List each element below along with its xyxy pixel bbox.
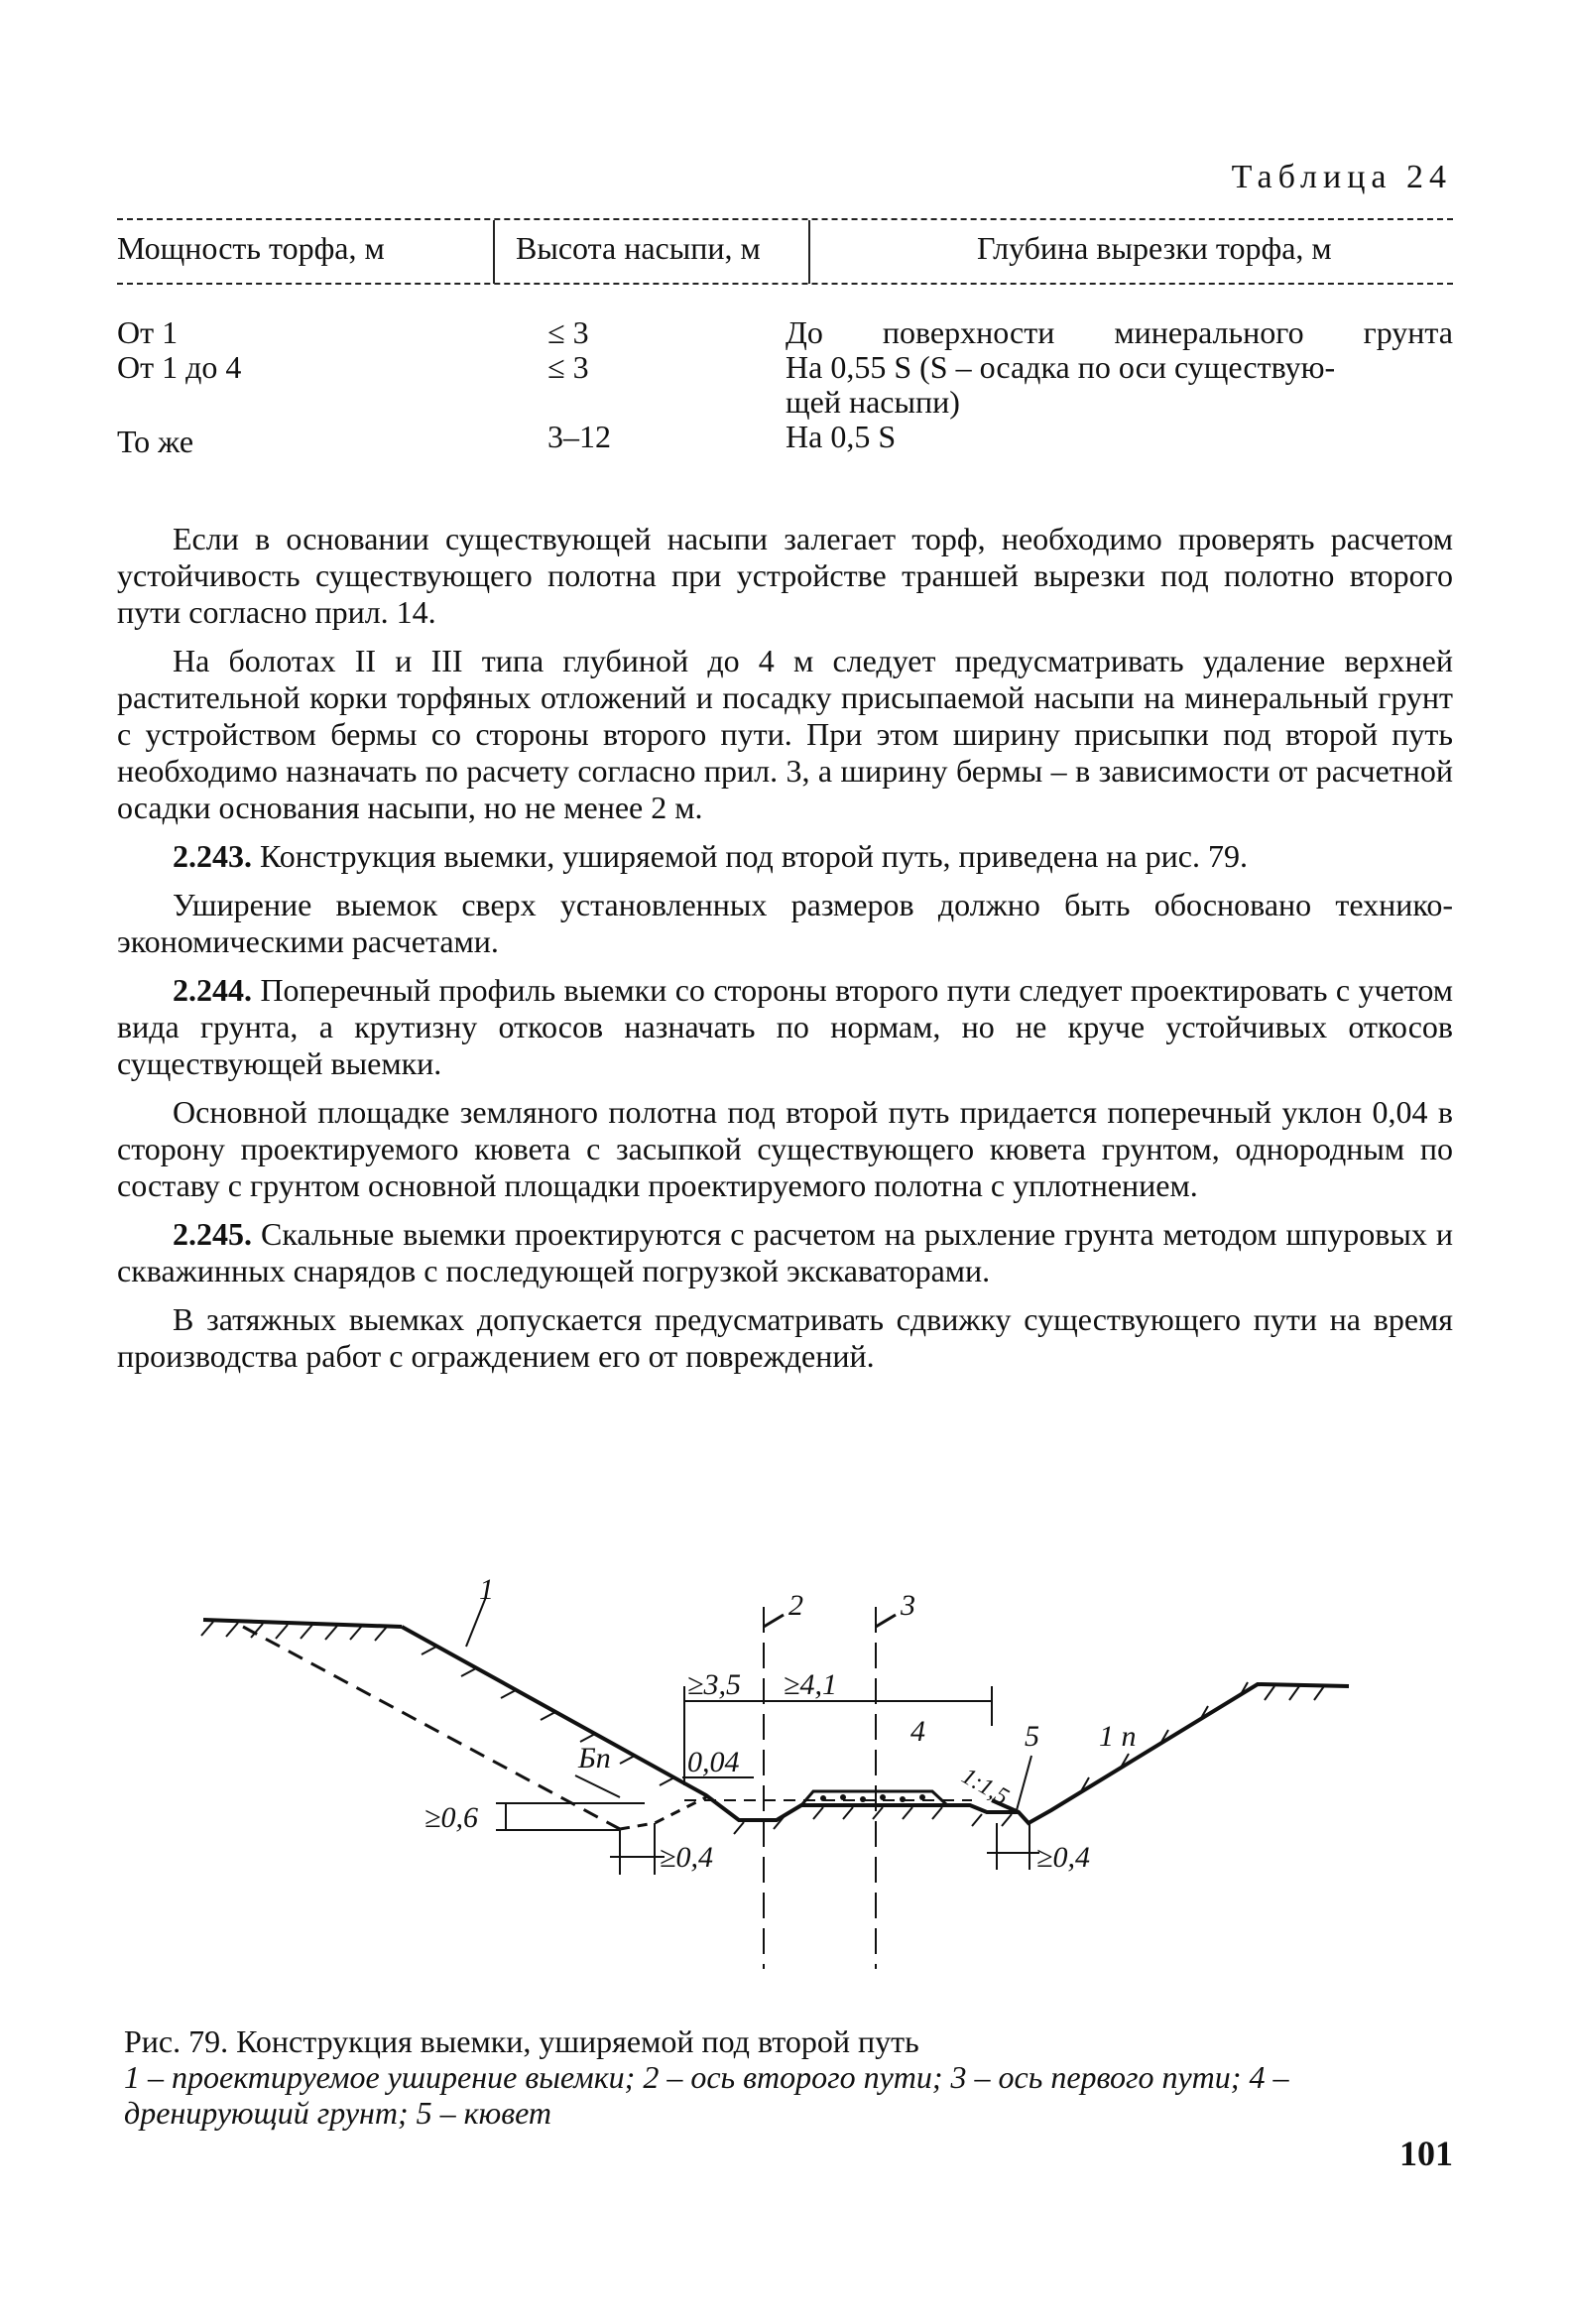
figure-caption xyxy=(124,2023,1453,2131)
label-3: 3 xyxy=(901,1589,915,1622)
label-2: 2 xyxy=(788,1589,803,1622)
body-text xyxy=(117,521,1453,1387)
dim-4-1: ≥4,1 xyxy=(784,1668,837,1701)
paragraph: 2.245. Скальные выемки проектируются с расчетом на рыхление грунта методом шпуровых и скважинных снарядов с последующей погрузкой экскаваторами. xyxy=(117,1216,1453,1288)
table-cell: ≤ 3 xyxy=(547,314,589,350)
dim-0-4-left: ≥0,4 xyxy=(660,1841,713,1874)
label-1: 1 xyxy=(479,1573,494,1606)
paragraph: Если в основании существующей насыпи залегает торф, необходимо проверять расчетом устойчивость существующего полотна при устройстве траншей вырезки под полотно второго пути согласно прил. 14. xyxy=(117,521,1453,630)
table-col-divider xyxy=(808,220,810,284)
table-cell: ≤ 3 xyxy=(547,349,589,385)
table-header-rule xyxy=(117,283,1453,285)
figure-title: Рис. 79. Конструкция выемки, уширяемой под второй путь xyxy=(124,2023,919,2059)
table-header-depth: Глубина вырезки торфа, м xyxy=(977,230,1332,266)
table-cell: До поверхности минерального грунта xyxy=(786,314,1453,350)
label-5: 5 xyxy=(1025,1720,1039,1753)
paragraph: Уширение выемок сверх установленных размеров должно быть обосновано технико-экономическими расчетами. xyxy=(117,887,1453,959)
slope-1-1-5: 1:1,5 xyxy=(957,1763,1014,1811)
table-cell: От 1 xyxy=(117,314,179,350)
figure-legend: 1 – проектируемое уширение выемки; 2 – ось второго пути; 3 – ось первого пути; 4 – дренирующий грунт; 5 – кювет xyxy=(124,2059,1289,2131)
label-1p: 1 п xyxy=(1099,1720,1137,1753)
table-col-divider xyxy=(493,220,495,284)
table-caption: Таблица 24 xyxy=(1231,159,1452,195)
table-top-rule xyxy=(117,218,1453,220)
table-cell: щей насыпи) xyxy=(786,384,960,420)
paragraph: Основной площадке земляного полотна под второй путь придается поперечный уклон 0,04 в сторону проектируемого кювета с засыпкой существующего кювета грунтом, однородным по составу с грунтом основной площадки проектируемого полотна с уплотнением. xyxy=(117,1094,1453,1203)
page-number: 101 xyxy=(1399,2134,1453,2173)
label-4: 4 xyxy=(910,1715,925,1748)
cross-section-figure xyxy=(0,1567,1574,2004)
table-cell: 3–12 xyxy=(547,419,611,454)
paragraph: На болотах II и III типа глубиной до 4 м следует предусматривать удаление верхней растительной корки торфяных отложений и посадку присыпаемой насыпи на минеральный грунт с устройством бермы со стороны второго пути. При этом ширину присыпки под второй путь необходимо назначать по расчету согласно прил. 3, а ширину бермы – в зависимости от расчетной осадки основания насыпи, но не менее 2 м. xyxy=(117,643,1453,825)
table-cell: От 1 до 4 xyxy=(117,349,242,385)
paragraph: В затяжных выемках допускается предусматривать сдвижку существующего пути на время производства работ с ограждением его от повреждений. xyxy=(117,1301,1453,1374)
table-cell: На 0,55 S (S – осадка по оси существую- xyxy=(786,349,1336,385)
paragraph: 2.243. Конструкция выемки, уширяемой под второй путь, приведена на рис. 79. xyxy=(173,838,1248,874)
slope-0-04: 0,04 xyxy=(687,1746,740,1778)
table-cell: На 0,5 S xyxy=(786,419,897,454)
dim-3-5: ≥3,5 xyxy=(687,1668,741,1701)
label-bp: Бп xyxy=(578,1742,611,1774)
table-header-height: Высота насыпи, м xyxy=(516,230,761,266)
table-header-peat: Мощность торфа, м xyxy=(117,230,385,266)
table-cell: То же xyxy=(117,424,194,459)
paragraph: 2.244. Поперечный профиль выемки со стороны второго пути следует проектировать с учетом вида грунта, а крутизну откосов назначать по нормам, но не круче устойчивых откосов существующей выемки. xyxy=(117,972,1454,1081)
dim-0-4-right: ≥0,4 xyxy=(1036,1841,1090,1874)
cutting-profile xyxy=(203,1597,1349,1969)
dim-0-6: ≥0,6 xyxy=(424,1801,478,1834)
